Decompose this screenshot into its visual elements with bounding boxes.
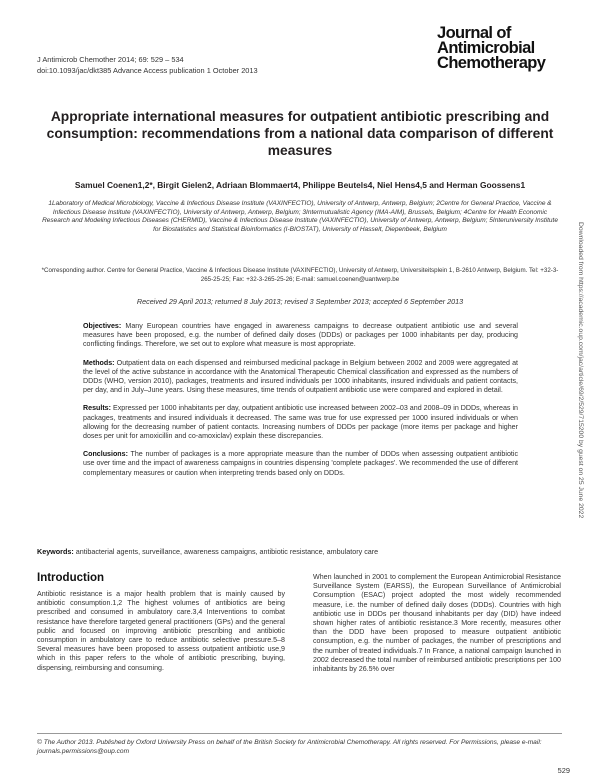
conclusions-text: The number of packages is a more appropriate measure than the number of DDDs when assessing outpatient antibiotic use over time and the impact of awareness campaigns in countries dispensing 'complete packages'. We recommended the use of different complementary measures or caution when interpreting trends based only on DDDs. xyxy=(83,450,518,477)
footer-divider xyxy=(37,733,562,734)
results-text: Expressed per 1000 inhabitants per day, outpatient antibiotic use increased between 2002–03 and 2008–09 in DDDs, whereas in packages, treatments and insured individuals it decreased. The same was true for use expressed per 1000 insured individuals or when allowing for the decreasing number of patient contacts. Increasing numbers of DDDs per package (more items per package and higher doses per unit for amoxicillin and co-amoxiclav) explain these discrepancies. xyxy=(83,404,518,441)
keywords-text: antibacterial agents, surveillance, awareness campaigns, antibiotic resistance, ambulatory care xyxy=(73,547,379,556)
download-sidebar xyxy=(577,222,600,519)
received-dates: Received 29 April 2013; returned 8 July 2013; revised 3 September 2013; accepted 6 September 2013 xyxy=(136,297,464,306)
results-label: Results: xyxy=(83,404,111,413)
citation-line-2: doi:10.1093/jac/dkt385 Advance Access publication 1 October 2013 xyxy=(37,66,258,75)
abstract-results xyxy=(83,404,518,441)
copyright-notice: © The Author 2013. Published by Oxford University Press on behalf of the British Society for Antimicrobial Chemotherapy. All rights reserved. For Permissions, please e-mail: journals.permissions@oup.com xyxy=(37,739,542,755)
citation-block xyxy=(37,54,357,76)
author-list: Samuel Coenen1,2*, Birgit Gielen2, Adriaan Blommaert4, Philippe Beutels4, Niel Hens4,5 and Herman Goossens1 xyxy=(74,180,526,190)
abstract-conclusions xyxy=(83,450,518,478)
correspondence-note: *Corresponding author. Centre for General Practice, Vaccine & Infectious Disease Institute (VAXINFECTIO), University of Antwerp, Universiteitsplein 1, B-2610 Antwerp, Belgium. Tel: +32-3-265-25-25; Fax: +32-3-265-25-26; E-mail: samuel.coenen@uantwerp.be xyxy=(41,267,559,283)
journal-logo xyxy=(437,26,587,71)
objectives-label: Objectives: xyxy=(83,322,122,330)
article-title: Appropriate international measures for outpatient antibiotic prescribing and consumption: recommendations from a national data comparison of different measures xyxy=(46,109,554,158)
keywords-label: Keywords: xyxy=(37,547,74,556)
introduction-right-column: When launched in 2001 to complement the European Antimicrobial Resistance Surveillance System (EARSS), the European Surveillance of Antimicrobial Consumption (ESAC) project adopted the most widely recommended measure, i.e. the number of defined daily doses (DDDs). Countries with high antibiotic use in DDDs per thousand inhabitants per day (DID) have indeed shown higher rates of antibiotic resistance.3 More recently, measures other than the DDD have been proposed to measure outpatient antibiotic consumption, e.g. the number of packages, the number of prescriptions and the number of treated individuals.7 In France, a national campaign launched in 2002 decreased the total number of reimbursed antibiotic prescriptions per 100 inhabitants by 26.5% over xyxy=(313,573,561,674)
download-note[interactable]: Downloaded from https://academic.oup.com/jac/article/69/2/529/715200 by guest on 25 June 2022 xyxy=(577,222,584,519)
abstract-methods xyxy=(83,359,518,396)
conclusions-label: Conclusions: xyxy=(83,450,128,459)
journal-name-line-2: Antimicrobial xyxy=(437,39,535,57)
section-heading-introduction: Introduction xyxy=(37,572,105,584)
page-number: 529 xyxy=(557,766,570,775)
affiliations: 1Laboratory of Medical Microbiology, Vaccine & Infectious Disease Institute (VAXINFECTIO), University of Antwerp, Antwerp, Belgium; 2Centre for General Practice, Vaccine & Infectious Disease Institute (VAXINFECTIO), University of Antwerp, Antwerp, Belgium; 3Intermutualistic Agency (IMA-AIM), Brussels, Belgium; 4Centre for Health Economic Research and Modeling Infectious Diseases (CHERMID), Vaccine & Infectious Disease Institute (VAXINFECTIO), University of Antwerp, Antwerp, Belgium; 5Interuniversity Institute for Biostatistics and Statistical Bioinformatics (I-BIOSTAT), University of Hasselt, Diepenbeek, Belgium xyxy=(42,200,558,234)
journal-name-line-3: Chemotherapy xyxy=(437,54,546,72)
journal-name-line-1: Journal of xyxy=(437,24,511,42)
introduction-left-column: Antibiotic resistance is a major health problem that is mainly caused by antibiotic consumption.1,2 The highest volumes of antibiotics are being prescribed and consumed in ambulatory care.3,4 Interventions to combat resistance have therefore targeted general practitioners (GPs) and the general public and focused on improving antibiotic prescribing and antibiotic consumption in ambulatory care to reduce antibiotic selective pressure.5–8 Several measures have been proposed to assess outpatient antibiotic use,9 which in this paper refers to the whole of antibiotic prescribing, buying, dispensing, reimbursing and consuming. xyxy=(37,590,285,672)
citation-line-1: J Antimicrob Chemother 2014; 69: 529 – 534 xyxy=(37,55,184,64)
keywords xyxy=(37,547,557,556)
abstract-objectives xyxy=(83,322,518,350)
objectives-text: Many European countries have engaged in awareness campaigns to decrease outpatient antibiotic use and several measures have been proposed, e.g. the number of defined daily doses (DDDs) or packages per 1000 inhabitants per day, producing conflicting findings. Therefore, we set out to explore what measure is most appropriate. xyxy=(83,322,518,349)
methods-text: Outpatient data on each dispensed and reimbursed medicinal package in Belgium between 2002 and 2009 were aggregated at the level of the active substance in accordance with the Anatomical Therapeutic Chemical classification and expressed as the numbers of DDDs (WHO, version 2010), packages, treatments and insured individuals per 1000 inhabitants, insured individuals and patient contacts, per day, and in July–June years. Using these measures, time trends of outpatient antibiotic use were compared and explored in detail. xyxy=(83,358,518,395)
methods-label: Methods: xyxy=(83,358,115,367)
abstract xyxy=(83,322,518,487)
